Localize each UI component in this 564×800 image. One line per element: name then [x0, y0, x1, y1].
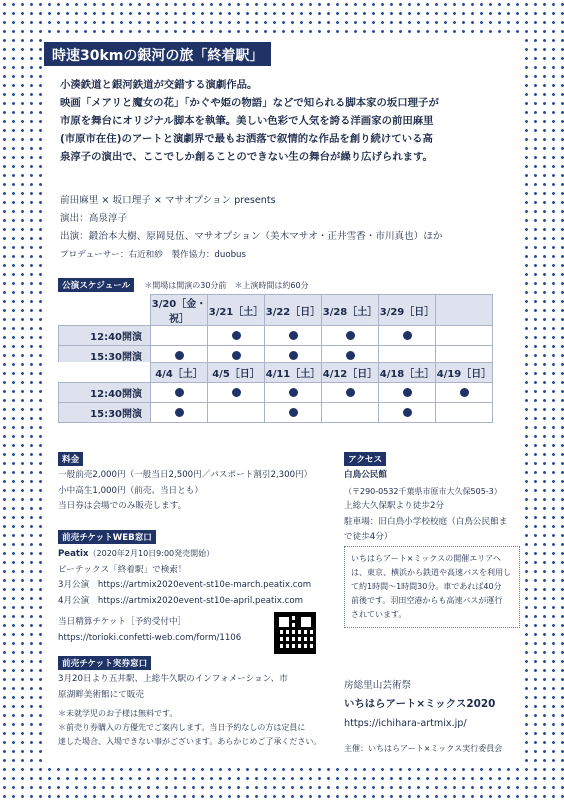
- schedule-table-march: [58, 294, 493, 366]
- time-row: [59, 383, 493, 403]
- time-row: [59, 403, 493, 423]
- intro-line: 市原を舞台にオリジナル脚本を執筆。美しい色彩で人気を誇る洋画家の前田麻里: [60, 115, 434, 127]
- counter-ticket-tag: 前売チケット実券窓口: [58, 656, 151, 670]
- web-ticket-tag: 前売チケットWEB窓口: [58, 530, 156, 544]
- counter-block: [58, 672, 334, 749]
- schedule-cell: [265, 383, 322, 403]
- schedule-cell-empty: [436, 326, 493, 346]
- performance-dot: [403, 408, 412, 417]
- time-label: 15:30開演: [59, 403, 151, 423]
- performance-dot: [175, 351, 184, 360]
- performance-dot: [346, 331, 355, 340]
- peatix-search: ピーテックス「終着駅」で検索！: [58, 564, 187, 575]
- counter-note: ＊未就学児のお子様は無料です。: [58, 709, 178, 718]
- march-link[interactable]: 3月公演 https://artmix2020event-st10e-march.peatix.com: [58, 580, 312, 590]
- access-note-line: されています。: [351, 610, 407, 619]
- performance-dot: [403, 388, 412, 397]
- date-header: 4/12［日］: [322, 363, 379, 383]
- schedule-cell: [208, 403, 265, 423]
- price-block: [58, 468, 334, 515]
- schedule-cell: [265, 403, 322, 423]
- performance-dot: [232, 388, 241, 397]
- schedule-cell: [208, 326, 265, 346]
- confetti-label: 当日精算チケット［予約受付中］: [58, 617, 187, 627]
- time-label: 12:40開演: [59, 326, 151, 346]
- venue-address: （〒290-0532千葉県市原市大久保505-3）: [344, 486, 502, 496]
- schedule-table-april: [58, 362, 493, 423]
- date-header: 4/19［日］: [436, 363, 493, 383]
- credits: [60, 192, 512, 264]
- date-header: 3/22［日］: [265, 295, 322, 326]
- schedule-header: [58, 278, 309, 292]
- venue-name: 白鳥公民館: [344, 470, 387, 480]
- performance-dot: [232, 331, 241, 340]
- time-label: 12:40開演: [59, 383, 151, 403]
- schedule-cell: [151, 383, 208, 403]
- parking-line: で徒歩4分）: [344, 532, 393, 542]
- cast-line: 出演：鍛治本大樹、原岡見伍、マサオプション（美木マサオ・正井雪香・市川真也）ほか: [60, 231, 443, 242]
- counter-line: 原湖畔美術館にて販売: [58, 689, 144, 700]
- date-header: 4/11［土］: [265, 363, 322, 383]
- qr-code: [274, 612, 316, 654]
- schedule-cell: [322, 326, 379, 346]
- access-note-line: て約1時間〜1時間30分。車であれば40分: [351, 582, 502, 591]
- schedule-cell: [322, 383, 379, 403]
- intro-line: 小湊鉄道と銀河鉄道が交錯する演劇作品。: [60, 79, 258, 91]
- time-row: [59, 326, 493, 346]
- schedule-cell: [379, 403, 436, 423]
- access-tag: アクセス: [344, 452, 386, 466]
- performance-dot: [346, 351, 355, 360]
- schedule-cell: [436, 383, 493, 403]
- counter-note: 達した場合、入場できない事がございます。あらかじめご了承ください。: [58, 737, 322, 746]
- performance-dot: [232, 351, 241, 360]
- event-title: 時速30kmの銀河の旅「終着駅」: [44, 42, 271, 66]
- performance-dot: [403, 331, 412, 340]
- schedule-cell: [151, 403, 208, 423]
- performance-dot: [289, 388, 298, 397]
- access-note-line: いちはらアート×ミックスの開催エリアへ: [351, 554, 502, 563]
- flyer-panel: [44, 36, 520, 766]
- schedule-cell: [265, 326, 322, 346]
- performance-dot: [175, 408, 184, 417]
- performance-dot: [175, 388, 184, 397]
- performance-dot: [460, 388, 469, 397]
- schedule-tag: 公演スケジュール: [58, 278, 134, 292]
- date-header: 4/5［日］: [208, 363, 265, 383]
- april-link[interactable]: 4月公演 https://artmix2020event-st10e-april.peatix.com: [58, 595, 303, 606]
- intro-line: 映画「メアリと魔女の花」「かぐや姫の物語」などで知られる脚本家の坂口理子が: [60, 97, 439, 109]
- price-line: 一般前売2,000円（一般当日2,500円／パスポート割引2,300円）: [58, 470, 313, 480]
- schedule-cell: [379, 383, 436, 403]
- price-line: 小中高生1,000円（前売、当日とも）: [58, 485, 203, 496]
- presents-line: 前田麻里 × 坂口理子 × マサオプション presents: [60, 195, 276, 206]
- parking-line: 駐車場：旧白鳥小学校校庭（白鳥公民館ま: [344, 516, 508, 527]
- access-note-line: は、東京、横浜から鉄道や高速バスを利用し: [351, 568, 511, 577]
- performance-dot: [346, 388, 355, 397]
- schedule-cell: [151, 326, 208, 346]
- festival-url[interactable]: https://ichihara-artmix.jp/: [344, 718, 467, 729]
- intro-line: (市原市在住)のアートと演劇界で最もお洒落で叙情的な作品を創り続けている高: [60, 133, 433, 145]
- price-tag: 料金: [58, 452, 83, 466]
- peatix-note: （2020年2月10日9:00発売開始）: [88, 549, 215, 558]
- festival-line2: いちはらアート×ミックス2020: [344, 698, 496, 710]
- date-header: 3/21［土］: [208, 295, 265, 326]
- walk-info: 上総大久保駅より徒歩2分: [344, 501, 444, 511]
- intro-text: [60, 76, 512, 166]
- director-line: 演出：高泉淳子: [60, 213, 128, 224]
- schedule-note: ＊開場は開演の30分前 ＊上演時間は約60分: [144, 280, 309, 290]
- festival-organizer: 主催：いちはらアート×ミックス実行委員会: [344, 744, 503, 753]
- producer-line: プロデューサー：右近和紗 製作協力：duobus: [60, 250, 246, 260]
- schedule-cell: [379, 326, 436, 346]
- access-block: [344, 468, 520, 546]
- confetti-link[interactable]: https://torioki.confetti-web.com/form/1106: [58, 632, 242, 643]
- table-corner: [59, 363, 151, 383]
- table-corner: [59, 295, 151, 326]
- time-label: 15:30開演: [59, 346, 151, 366]
- performance-dot: [289, 351, 298, 360]
- performance-dot: [289, 331, 298, 340]
- date-header: 3/28［土］: [322, 295, 379, 326]
- date-header-empty: [436, 295, 493, 326]
- access-note-box: [344, 546, 520, 628]
- schedule-cell: [436, 403, 493, 423]
- festival-line1: 房総里山芸術祭: [344, 680, 412, 691]
- schedule-cell: [208, 383, 265, 403]
- counter-note: ＊前売り券購入の方優先でご案内します。当日予約なしの方は定員に: [58, 723, 306, 732]
- intro-line: 泉淳子の演出で、ここでしか創ることのできない生の舞台が繰り広げられます。: [60, 151, 434, 163]
- access-note-line: 前後です。羽田空港からも高速バスが運行: [351, 596, 503, 605]
- date-header: 3/20［金・祝］: [151, 295, 208, 326]
- price-line: 当日券は会場でのみ販売します。: [58, 501, 187, 511]
- date-header: 4/18［土］: [379, 363, 436, 383]
- schedule-cell: [322, 403, 379, 423]
- peatix-label: Peatix: [58, 549, 89, 559]
- date-header: 4/4［土］: [151, 363, 208, 383]
- date-header: 3/29［日］: [379, 295, 436, 326]
- festival-info: [344, 676, 520, 758]
- counter-line: 3月20日より五井駅、上総牛久駅のインフォメーション、市: [58, 674, 288, 684]
- performance-dot: [289, 408, 298, 417]
